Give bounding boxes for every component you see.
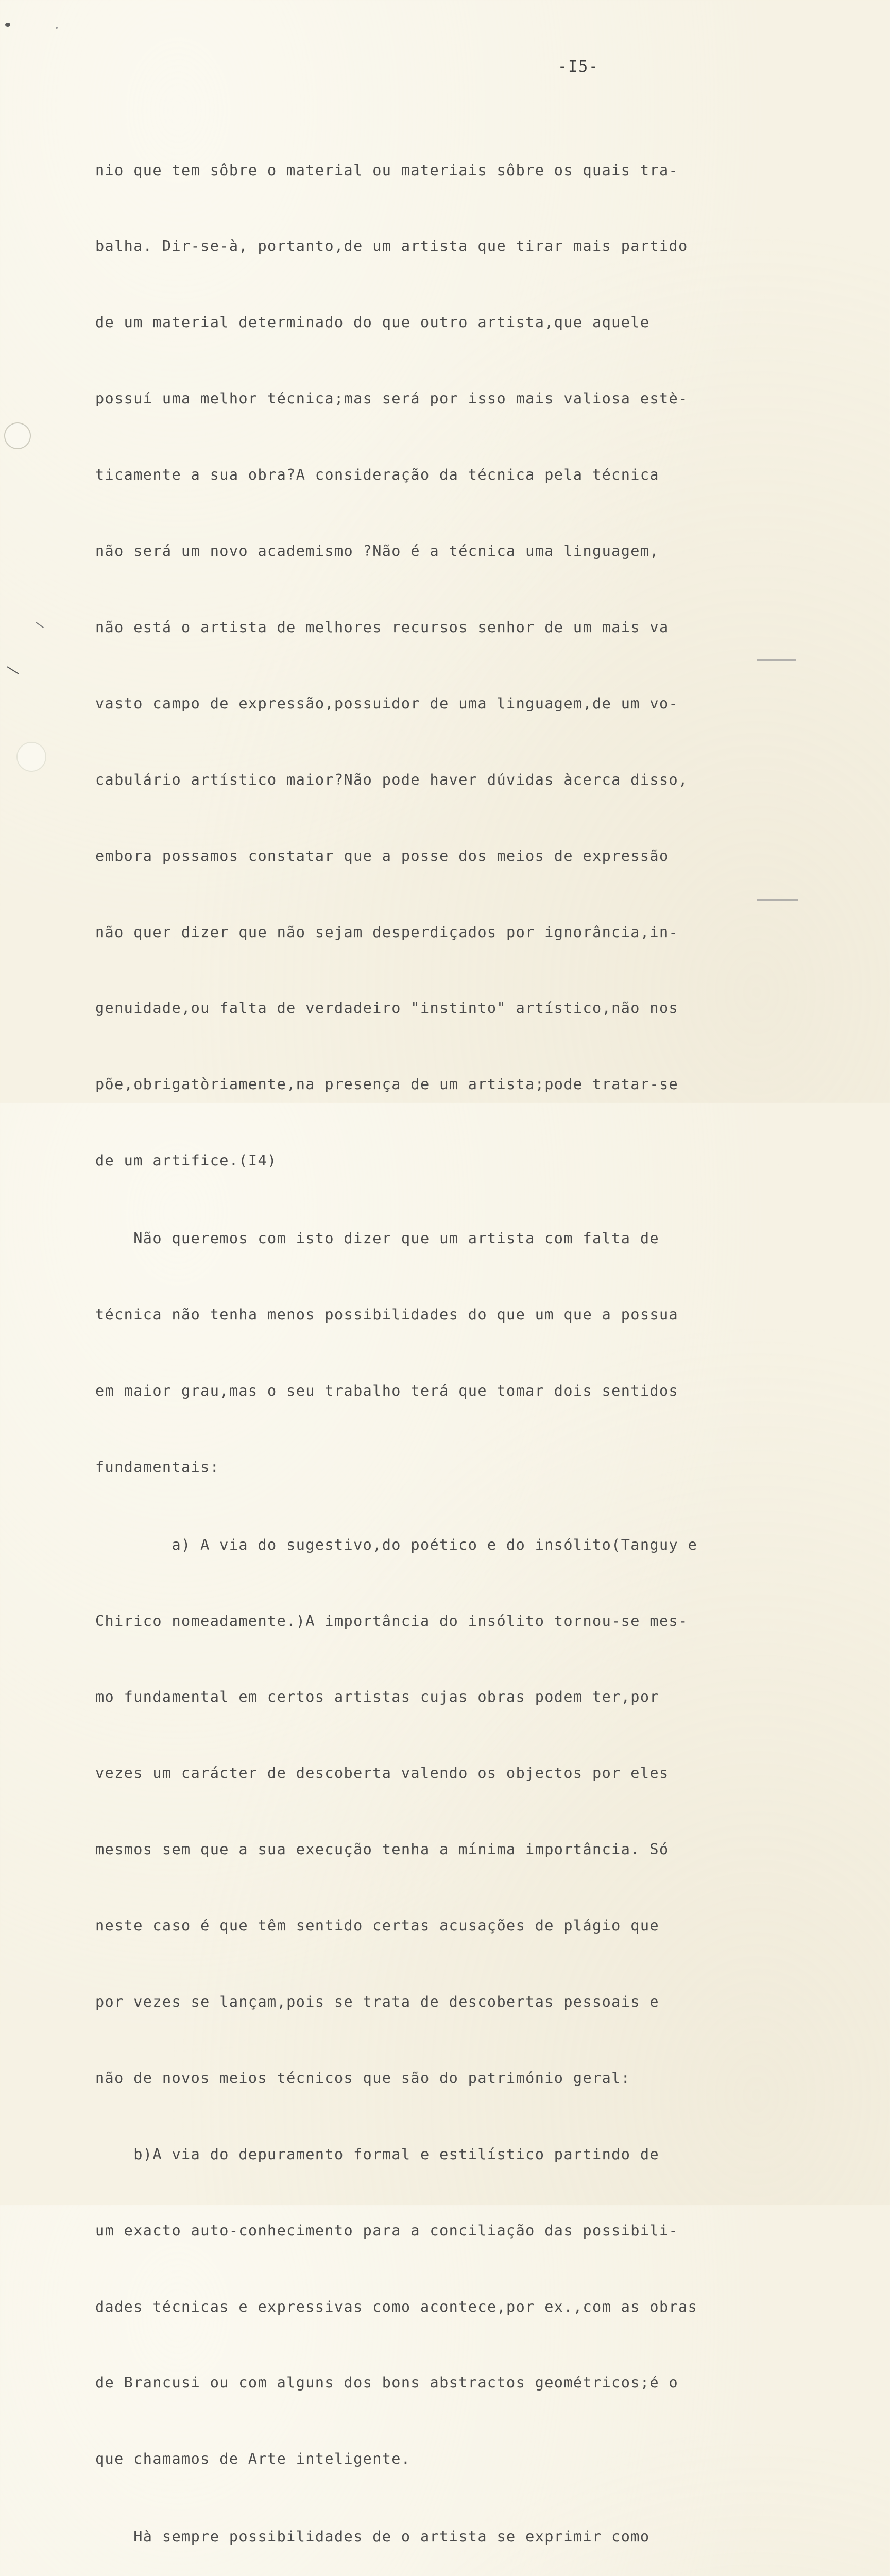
- punch-hole: [4, 422, 31, 449]
- text-line: não quer dizer que não sejam desperdiçados por ignorância,in-: [95, 923, 679, 941]
- ink-speck: [56, 27, 58, 29]
- text-line: dades técnicas e expressivas como acontece,por ex.,com as obras: [95, 2298, 698, 2315]
- page-number: -I5-: [558, 58, 600, 76]
- text-line: de Brancusi ou com alguns dos bons abstractos geométricos;é o: [95, 2374, 679, 2392]
- margin-mark: [7, 666, 19, 674]
- text-line: em maior grau,mas o seu trabalho terá que tomar dois sentidos: [95, 1382, 679, 1399]
- text-line: Chirico nomeadamente.)A importância do insólito tornou-se mes-: [95, 1612, 688, 1630]
- text-line: vasto campo de expressão,possuidor de uma linguagem,de um vo-: [95, 694, 679, 712]
- paragraph-start-line: Não queremos com isto dizer que um artista com falta de: [95, 1230, 659, 1247]
- text-line: fundamentais:: [95, 1458, 220, 1476]
- punch-hole: [16, 742, 46, 772]
- text-line: técnica não tenha menos possibilidades do que um que a possua: [95, 1306, 679, 1323]
- body-text: [95, 107, 744, 2576]
- text-line: genuidade,ou falta de verdadeiro "instinto" artístico,não nos: [95, 999, 679, 1017]
- text-line: nio que tem sôbre o material ou materiais sôbre os quais tra-: [95, 161, 679, 179]
- paragraph-start-line: Hà sempre possibilidades de o artista se exprimir como: [95, 2528, 650, 2546]
- ink-blot: [5, 23, 10, 27]
- text-line: por vezes se lançam,pois se trata de descobertas pessoais e: [95, 1993, 659, 2010]
- text-line: põe,obrigatòriamente,na presença de um artista;pode tratar-se: [95, 1076, 679, 1093]
- list-item-b-line: b)A via do depuramento formal e estilístico partindo de: [95, 2145, 659, 2163]
- text-line: mesmos sem que a sua execução tenha a mínima importância. Só: [95, 1841, 669, 1858]
- text-line: embora possamos constatar que a posse dos meios de expressão: [95, 847, 669, 865]
- text-line: cabulário artístico maior?Não pode haver dúvidas àcerca disso,: [95, 771, 688, 788]
- text-line: não será um novo academismo ?Não é a técnica uma linguagem,: [95, 543, 659, 560]
- text-line: que chamamos de Arte inteligente.: [95, 2450, 411, 2468]
- bleed-through-dash: [757, 899, 798, 901]
- text-line: de um artifice.(I4): [95, 1152, 277, 1170]
- list-item-a-line: a) A via do sugestivo,do poético e do insólito(Tanguy e: [95, 1536, 698, 1553]
- text-line: mo fundamental em certos artistas cujas obras podem ter,por: [95, 1688, 659, 1706]
- text-line: não está o artista de melhores recursos senhor de um mais va: [95, 618, 669, 636]
- text-line: de um material determinado do que outro artista,que aquele: [95, 314, 650, 331]
- text-line: neste caso é que têm sentido certas acusações de plágio que: [95, 1917, 659, 1935]
- bleed-through-dash: [757, 659, 796, 661]
- text-line: não de novos meios técnicos que são do património geral:: [95, 2069, 631, 2087]
- text-line: possuí uma melhor técnica;mas será por isso mais valiosa estè-: [95, 390, 688, 408]
- text-line: vezes um carácter de descoberta valendo os objectos por eles: [95, 1765, 669, 1782]
- text-line: ticamente a sua obra?A consideração da técnica pela técnica: [95, 466, 659, 484]
- text-line: um exacto auto-conhecimento para a conciliação das possibili-: [95, 2222, 679, 2239]
- margin-mark: [36, 622, 44, 628]
- text-line: balha. Dir-se-à, portanto,de um artista que tirar mais partido: [95, 238, 688, 255]
